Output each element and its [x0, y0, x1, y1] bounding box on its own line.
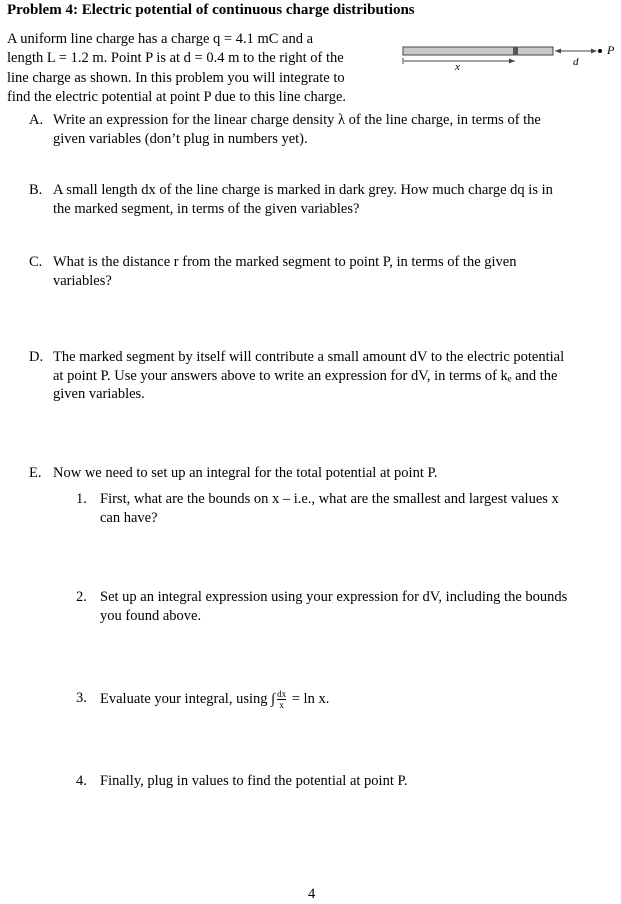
question-text: can have? — [100, 509, 158, 526]
question-text: Set up an integral expression using your expression for dV, including the bounds — [100, 589, 568, 605]
sub-number: 1. — [76, 491, 87, 507]
x-label: x — [455, 61, 460, 72]
question-text-with-formula — [100, 689, 329, 710]
question-text: variables? — [53, 272, 112, 289]
question-text: Now we need to set up an integral for the total potential at point P. — [53, 465, 438, 481]
charge-segment-dx — [513, 47, 518, 55]
question-text: Finally, plug in values to find the potential at point P. — [100, 773, 408, 789]
dx-over-x-fraction — [277, 689, 286, 710]
problem-intro — [7, 30, 392, 108]
question-letter: B. — [29, 182, 43, 198]
question-text: you found above. — [100, 607, 202, 624]
point-p — [598, 49, 602, 53]
question-text: = ln x. — [288, 690, 330, 707]
sub-number: 2. — [76, 589, 87, 605]
line-charge-diagram — [395, 38, 621, 72]
sub-number: 3. — [76, 690, 87, 706]
question-text: the marked segment, in terms of the given variables? — [53, 200, 360, 217]
problem-title: Problem 4: Electric potential of continuous charge distributions — [7, 2, 415, 18]
question-text: A small length dx of the line charge is marked in dark grey. How much charge dq is in — [53, 182, 553, 198]
intro-line: find the electric potential at point P due to this line charge. — [7, 89, 347, 106]
question-text: The marked segment by itself will contribute a small amount dV to the electric potential — [53, 349, 565, 365]
question-letter: C. — [29, 254, 43, 270]
question-text: Evaluate your integral, using ∫ — [100, 690, 276, 707]
question-text: given variables (don’t plug in numbers yet). — [53, 130, 308, 147]
intro-line: line charge as shown. In this problem you will integrate to — [7, 69, 345, 86]
intro-line: length L = 1.2 m. Point P is at d = 0.4 m to the right of the — [7, 50, 344, 67]
question-text: given variables. — [53, 386, 145, 402]
question-letter: E. — [29, 465, 42, 481]
fraction-denominator: x — [279, 700, 284, 710]
p-label: P — [607, 43, 615, 57]
line-charge-rod — [403, 47, 553, 55]
question-letter: D. — [29, 349, 44, 365]
fraction-numerator: dx — [277, 689, 287, 699]
intro-line: A uniform line charge has a charge q = 4.1 mC and a — [7, 31, 314, 47]
question-text: Write an expression for the linear charge density λ of the line charge, in terms of the — [53, 112, 541, 128]
page-number: 4 — [308, 886, 316, 902]
question-text: What is the distance r from the marked segment to point P, in terms of the given — [53, 254, 517, 270]
sub-number: 4. — [76, 773, 87, 789]
question-text: First, what are the bounds on x – i.e., what are the smallest and largest values x — [100, 491, 559, 507]
d-label: d — [573, 56, 579, 68]
question-letter: A. — [29, 112, 44, 128]
question-text: at point P. Use your answers above to write an expression for dV, in terms of kₑ and the — [53, 367, 558, 384]
question-e-3 — [76, 684, 616, 714]
